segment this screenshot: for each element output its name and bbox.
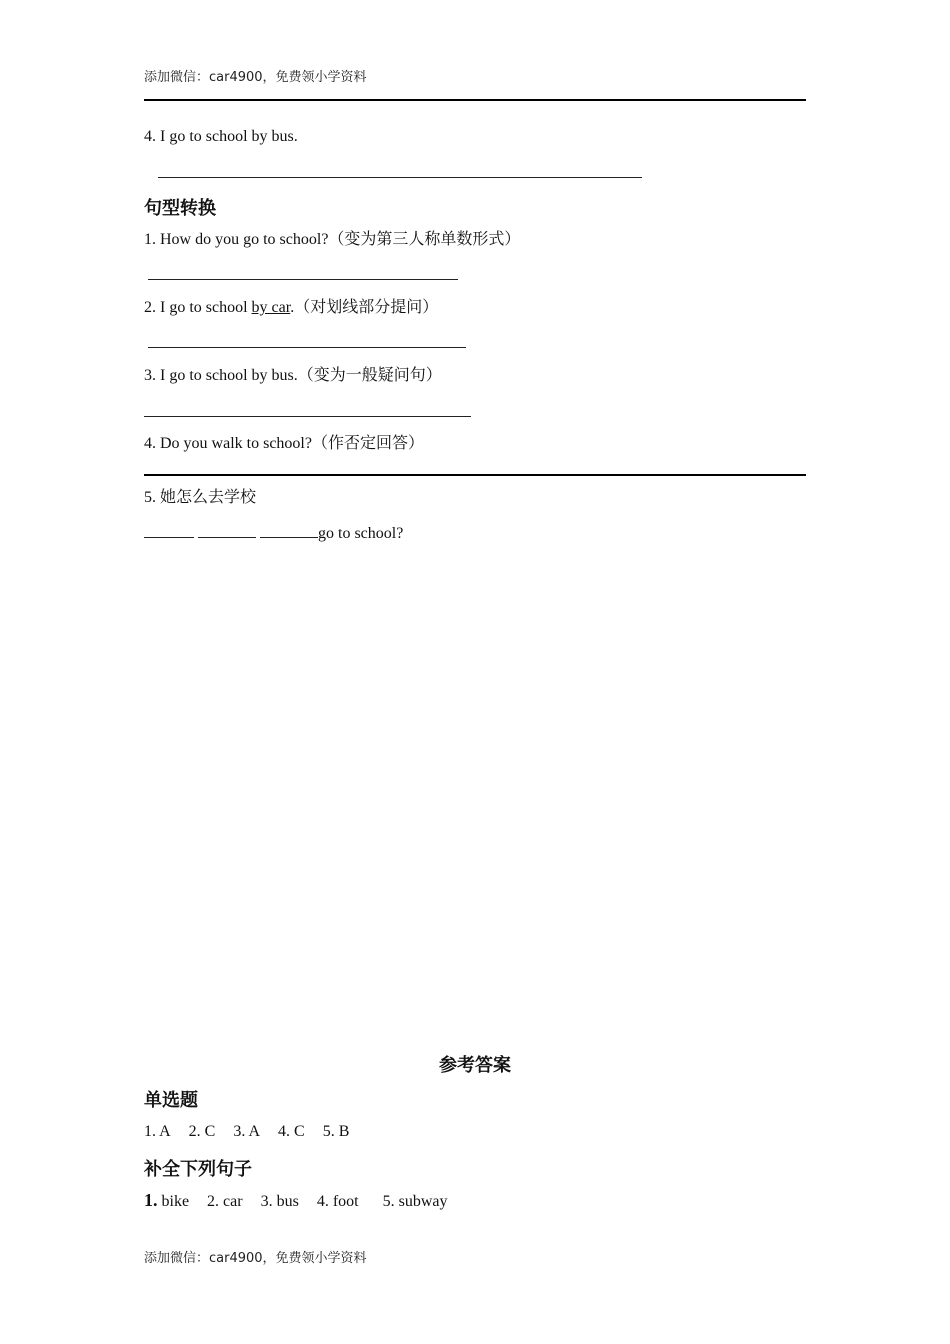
fill-answer: 3. bus: [260, 1193, 299, 1210]
section-title-transform: 句型转换: [144, 198, 216, 219]
mc-answer: 3. A: [233, 1123, 261, 1140]
blank-2: [198, 522, 256, 538]
fill-answer: 5. subway: [382, 1193, 448, 1210]
blank-1: [144, 522, 194, 538]
prev-question-4: 4. I go to school by bus.: [144, 128, 298, 145]
answers-title: 参考答案: [439, 1055, 511, 1076]
page-header: 添加微信：car4900，免费领小学资料: [144, 70, 367, 85]
mc-answer: 1. A: [144, 1123, 171, 1140]
answer-line: [144, 416, 471, 417]
transform-question-3: 3. I go to school by bus.（变为一般疑问句）: [144, 367, 442, 384]
page-footer: 添加微信：car4900，免费领小学资料: [144, 1251, 367, 1266]
multiple-choice-answers: [144, 1122, 349, 1142]
fill-answers: [144, 1190, 447, 1212]
answer-line-thick: [144, 474, 806, 476]
fill-answer: bike: [161, 1193, 190, 1210]
header-rule: [144, 99, 806, 101]
transform-question-1: 1. How do you go to school?（变为第三人称单数形式）: [144, 231, 521, 248]
mc-answer: 2. C: [188, 1123, 216, 1140]
transform-question-5: 5. 她怎么去学校: [144, 489, 257, 506]
mc-answer: 4. C: [278, 1123, 305, 1140]
fill-answer: 2. car: [207, 1193, 243, 1210]
answer-line: [148, 347, 466, 348]
transform-question-5-blanks: [144, 522, 403, 544]
q2-underlined-phrase: by car: [251, 299, 291, 316]
transform-question-4: 4. Do you walk to school?（作否定回答）: [144, 435, 424, 452]
mc-answer: 5. B: [322, 1123, 350, 1140]
transform-question-2: [144, 298, 438, 318]
answer-line: [158, 177, 642, 178]
answer-line: [148, 279, 458, 280]
section-title-fill-sentences: 补全下列句子: [144, 1159, 252, 1180]
q2-prefix: 2. I go to school: [144, 299, 252, 316]
blank-3: [260, 522, 318, 538]
section-title-multiple-choice: 单选题: [144, 1090, 198, 1111]
q2-suffix: .（对划线部分提问）: [290, 299, 439, 316]
fill-first-number: 1.: [144, 1190, 158, 1210]
fill-answer: 4. foot: [316, 1193, 359, 1210]
q5-tail: go to school?: [318, 525, 404, 542]
